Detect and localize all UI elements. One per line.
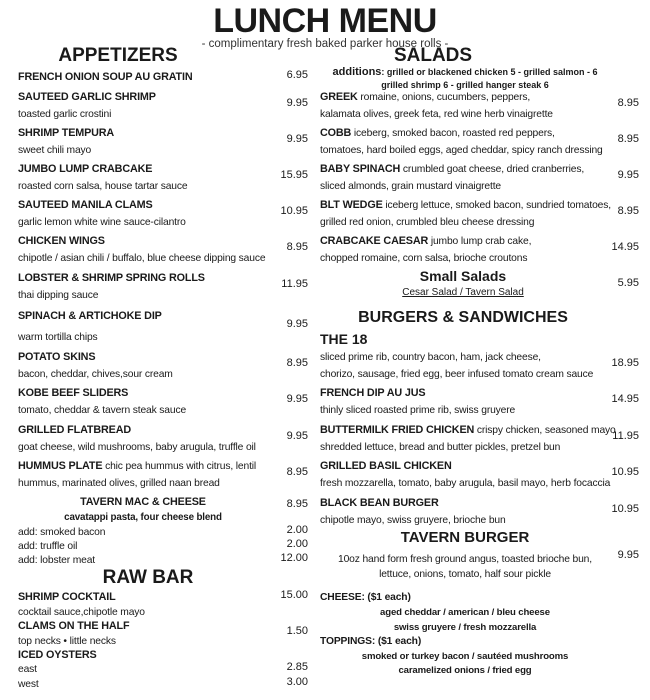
- menu-item-price: 8.95: [286, 357, 308, 369]
- menu-item-price: 15.95: [280, 169, 308, 181]
- raw-bar-heading: RAW BAR: [102, 567, 194, 588]
- cheese-options-1: aged cheddar / american / bleu cheese: [380, 607, 550, 618]
- menu-item-name: HUMMUS PLATE: [18, 460, 103, 472]
- menu-item-price: 10.95: [280, 205, 308, 217]
- subtitle: - complimentary fresh baked parker house rolls -: [201, 38, 449, 50]
- menu-item-price: 9.95: [286, 133, 308, 145]
- menu-item-price: 8.95: [617, 97, 639, 109]
- menu-item-name: GRILLED BASIL CHICKEN: [320, 460, 452, 472]
- menu-item-desc: thinly sliced roasted prime rib, swiss gruyere: [320, 405, 516, 416]
- menu-item-name: CHICKEN WINGS: [18, 235, 105, 247]
- menu-item-desc: bacon, cheddar, chives,sour cream: [18, 369, 173, 380]
- tavern-burger-heading: TAVERN BURGER: [400, 529, 530, 546]
- menu-item-price: 8.95: [617, 205, 639, 217]
- menu-item-inline-desc: crispy chicken, seasoned mayo: [476, 425, 616, 436]
- menu-item-desc: kalamata olives, greek feta, red wine herb vinaigrette: [320, 109, 553, 120]
- menu-item-line: [320, 385, 425, 402]
- mac-addon-label: add: truffle oil: [18, 541, 78, 552]
- cheese-options-2: swiss gruyere / fresh mozzarella: [393, 622, 537, 633]
- menu-item-line: [18, 197, 153, 214]
- tavern-price: 9.95: [617, 549, 639, 561]
- oysters-west: west: [18, 679, 39, 690]
- menu-item-price: 9.95: [286, 393, 308, 405]
- menu-item-price: 9.95: [286, 318, 308, 330]
- menu-item-desc: shredded lettuce, bread and butter pickles, pretzel bun: [320, 442, 561, 453]
- oysters-west-price: 3.00: [286, 676, 308, 688]
- menu-item-desc: tomato, cheddar & tavern steak sauce: [18, 405, 187, 416]
- shrimp-cocktail-desc: cocktail sauce,chipotle mayo: [18, 607, 145, 618]
- menu-item-name: KOBE BEEF SLIDERS: [18, 387, 129, 399]
- menu-item-line: [320, 125, 555, 142]
- menu-item-desc: warm tortilla chips: [18, 332, 98, 343]
- menu-item-inline-desc: crumbled goat cheese, dried cranberries,: [402, 164, 585, 175]
- toppings-options-1: smoked or turkey bacon / sautéed mushrooms: [361, 651, 569, 662]
- menu-item-name: BLT WEDGE: [320, 199, 383, 211]
- menu-item-desc: garlic lemon white wine sauce-cilantro: [18, 217, 186, 228]
- menu-item-price: 9.95: [286, 97, 308, 109]
- menu-item-desc: chipotle mayo, swiss gruyere, brioche bun: [320, 515, 506, 526]
- mac-addon-price: 2.00: [286, 538, 308, 550]
- menu-item-price: 11.95: [612, 430, 639, 442]
- menu-item-line: [18, 308, 162, 325]
- salad-additions-line1: [320, 66, 610, 78]
- menu-item-name: GRILLED FLATBREAD: [18, 424, 132, 436]
- menu-item-price: 9.95: [286, 430, 308, 442]
- menu-item-line: [320, 89, 530, 106]
- small-salads-desc: Cesar Salad / Tavern Salad: [402, 287, 524, 298]
- menu-item-name: JUMBO LUMP CRABCAKE: [18, 163, 153, 175]
- mac-desc: cavatappi pasta, four cheese blend: [64, 512, 222, 523]
- the18-name: THE 18: [320, 331, 368, 347]
- menu-item-line: [320, 233, 531, 250]
- menu-item-line: [320, 495, 439, 512]
- menu-item-line: [18, 161, 152, 178]
- menu-item-inline-desc: jumbo lump crab cake,: [430, 236, 532, 247]
- the18-desc-1: sliced prime rib, country bacon, ham, jack cheese,: [320, 352, 541, 363]
- menu-item-line: [320, 458, 452, 475]
- oysters-east-price: 2.85: [286, 661, 308, 673]
- burgers-heading: BURGERS & SANDWICHES: [358, 309, 568, 326]
- menu-item-desc: toasted garlic crostini: [18, 109, 112, 120]
- menu-item-line: [18, 349, 95, 366]
- menu-item-name: POTATO SKINS: [18, 351, 96, 363]
- menu-item-price: 11.95: [281, 278, 308, 290]
- menu-item-line: [18, 89, 156, 106]
- clams-desc: top necks • little necks: [18, 636, 116, 647]
- menu-item-price: 8.95: [617, 133, 639, 145]
- menu-item-price: 10.95: [611, 503, 639, 515]
- mac-name: TAVERN MAC & CHEESE: [80, 496, 206, 508]
- clams-name: CLAMS ON THE HALF: [18, 620, 130, 632]
- menu-item-name: GREEK: [320, 91, 358, 103]
- menu-item-price: 14.95: [611, 241, 639, 253]
- menu-item-desc: chopped romaine, corn salsa, brioche croutons: [320, 253, 528, 264]
- cheese-label: CHEESE: ($1 each): [320, 592, 411, 603]
- menu-item-desc: hummus, marinated olives, grilled naan bread: [18, 478, 220, 489]
- menu-item-line: [18, 458, 256, 475]
- menu-item-inline-desc: romaine, onions, cucumbers, peppers,: [360, 92, 531, 103]
- menu-item-name: CRABCAKE CAESAR: [320, 235, 429, 247]
- mac-addon-price: 12.00: [280, 552, 308, 564]
- menu-item-name: FRENCH ONION SOUP AU GRATIN: [18, 71, 193, 83]
- appetizers-heading: APPETIZERS: [58, 45, 178, 66]
- menu-item-desc: grilled red onion, crumbled bleu cheese dressing: [320, 217, 535, 228]
- menu-item-line: [18, 125, 114, 142]
- menu-item-inline-desc: iceberg lettuce, smoked bacon, sundried tomatoes,: [385, 200, 611, 211]
- menu-item-name: FRENCH DIP AU JUS: [320, 387, 426, 399]
- additions-text-1: : grilled or blackened chicken 5 - grilled salmon - 6: [381, 67, 598, 77]
- menu-item-name: SHRIMP TEMPURA: [18, 127, 115, 139]
- menu-item-line: [18, 270, 205, 287]
- oysters-name: ICED OYSTERS: [18, 649, 97, 661]
- mac-addon-label: add: smoked bacon: [18, 527, 106, 538]
- menu-item-price: 9.95: [617, 169, 639, 181]
- menu-item-desc: tomatoes, hard boiled eggs, aged cheddar, spicy ranch dressing: [320, 145, 603, 156]
- toppings-options-2: caramelized onions / fried egg: [398, 665, 532, 676]
- menu-item-desc: sliced almonds, grain mustard vinaigrette: [320, 181, 501, 192]
- shrimp-cocktail-name: SHRIMP COCKTAIL: [18, 591, 116, 603]
- menu-item-desc: goat cheese, wild mushrooms, baby arugula, truffle oil: [18, 442, 256, 453]
- oysters-east: east: [18, 664, 37, 675]
- menu-item-line: [320, 161, 584, 178]
- additions-label: additions: [332, 66, 382, 78]
- menu-item-inline-desc: chic pea hummus with citrus, lentil: [105, 461, 257, 472]
- menu-item-line: [18, 233, 105, 250]
- menu-item-line: [18, 422, 131, 439]
- menu-item-price: 10.95: [611, 466, 639, 478]
- menu-item-name: SAUTEED GARLIC SHRIMP: [18, 91, 156, 103]
- menu-item-price: 14.95: [611, 393, 639, 405]
- menu-item-name: BUTTERMILK FRIED CHICKEN: [320, 424, 475, 436]
- menu-item-line: [18, 69, 193, 86]
- menu-item-name: SAUTEED MANILA CLAMS: [18, 199, 153, 211]
- tavern-desc-1: 10oz hand form fresh ground angus, toasted brioche bun,: [338, 554, 592, 565]
- menu-item-price: 8.95: [286, 241, 308, 253]
- menu-item-line: [18, 385, 128, 402]
- the18-price: 18.95: [611, 357, 639, 369]
- mac-addon-label: add: lobster meat: [18, 555, 96, 566]
- small-salads-heading: Small Salads: [419, 268, 507, 284]
- tavern-desc-2: lettuce, onions, tomato, half sour pickle: [379, 569, 551, 580]
- small-salads-price: 5.95: [617, 277, 639, 289]
- the18-desc-2: chorizo, sausage, fried egg, beer infused tomato cream sauce: [320, 369, 594, 380]
- clams-price: 1.50: [286, 625, 308, 637]
- salad-additions-line2: grilled shrimp 6 - grilled hanger steak 6: [381, 80, 549, 90]
- menu-item-price: 8.95: [286, 466, 308, 478]
- page-title: LUNCH MENU: [213, 2, 437, 40]
- toppings-label: TOPPINGS: ($1 each): [320, 636, 422, 647]
- mac-price: 8.95: [286, 498, 308, 510]
- menu-item-desc: chipotle / asian chili / buffalo, blue cheese dipping sauce: [18, 253, 266, 264]
- menu-item-inline-desc: iceberg, smoked bacon, roasted red peppers,: [353, 128, 555, 139]
- menu-item-price: 6.95: [286, 69, 308, 81]
- menu-item-line: [320, 422, 616, 439]
- mac-addon-price: 2.00: [286, 524, 308, 536]
- menu-item-name: BABY SPINACH: [320, 163, 401, 175]
- menu-item-name: SPINACH & ARTICHOKE DIP: [18, 310, 162, 322]
- menu-item-name: COBB: [320, 127, 352, 139]
- menu-item-desc: roasted corn salsa, house tartar sauce: [18, 181, 188, 192]
- menu-item-line: [320, 197, 611, 214]
- menu-item-desc: thai dipping sauce: [18, 290, 99, 301]
- menu-item-desc: sweet chili mayo: [18, 145, 92, 156]
- menu-item-desc: fresh mozzarella, tomato, baby arugula, basil mayo, herb focaccia: [320, 478, 611, 489]
- salads-heading: SALADS: [393, 45, 473, 66]
- menu-item-name: BLACK BEAN BURGER: [320, 497, 439, 509]
- shrimp-cocktail-price: 15.00: [280, 589, 308, 601]
- menu-item-name: LOBSTER & SHRIMP SPRING ROLLS: [18, 272, 205, 284]
